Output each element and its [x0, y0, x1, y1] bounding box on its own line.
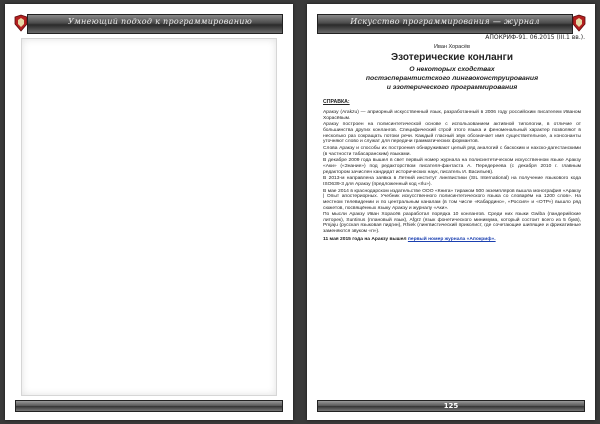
paragraph: В декабре 2009 года вышел в свет первый номер журнала на полисинтетическом искусственном языке Аракзу «Аки» («Знание») под редакторством писателя-фантаста А. Передереева (с декабря 2010 г. главным редактором зачислен кандидат исторических наук, писатель И. Васильев).: [323, 158, 581, 175]
right-page: [307, 4, 595, 420]
issue-line: АПОКРИФ-91. 06.2015 (III.1 вв.).: [485, 34, 585, 41]
right-header-text: Искусство программирования — журнал: [350, 17, 540, 26]
article-body: [323, 110, 581, 235]
right-footer-bar: [317, 400, 585, 412]
subtitle-line: и эзотерического программирования: [386, 84, 518, 91]
article-author: Иван Хорасёв: [434, 44, 470, 50]
paragraph: В 2013-м направлена заявка в Летний институт лингвистики (SIL International) на получение языкового кода ISO639-3 для Аракзу (предложенный код «rlu»).: [323, 176, 581, 187]
left-blank-panel: [21, 38, 277, 396]
paragraph: В мае 2014 в краснодарском издательстве ООО «Книга» тиражом 500 экземпляров вышла монография «Аракзу | Опыт апостериорных. Учебник искусственного полисинтетического языка со словарём на 1200 слов». На местном телевидении и по центральным каналам (в том числе «Кабардино», «Россия» и «ОТР») вышло ряд сюжетов, посвящённых языку Аракзу и журналу «Аки».: [323, 188, 581, 211]
article: [323, 44, 581, 242]
article-subtitle: [323, 65, 581, 92]
article-title: Эзотерические конланги: [391, 52, 513, 63]
left-header-text: Умнеющий подход к программированию: [68, 17, 253, 26]
closing-line-text: 11 мая 2015 года на Аракзу вышел: [323, 236, 407, 242]
paragraph: Аракзу построен на полисинтетической основе с использованием активной типологии, в отличие от большинства других конлангов. Специфический строй этого языка и феноменальный характер позволяют в несколько раз сокращать потоки речи. Каждый гласный звук обозначает имя существительное, а консонанты уточняют слово и служат для передачи грамматических формантов.: [323, 122, 581, 145]
right-header-bar: [317, 14, 573, 34]
section-label: СПРАВКА:: [323, 99, 350, 105]
subtitle-line: О некоторых сходствах: [409, 66, 495, 73]
closing-line: [323, 237, 581, 242]
left-header-bar: [27, 14, 283, 34]
red-emblem-icon: [571, 14, 587, 32]
left-page: [5, 4, 293, 420]
paragraph: Слова Аракзу и способы их построения обнаруживают целый ряд аналогий с баскским и нахско-дагестанскими (в частности табасаранским) языками.: [323, 145, 581, 157]
paragraph: Аракзу (Arakzu) — априорный искусственный язык, разработанный в 2006 году российским писателем Иваном Хорасёвым.: [323, 110, 581, 121]
page-number: 125: [443, 402, 459, 410]
left-footer-bar: [15, 400, 283, 412]
subtitle-line: постэсперантистского лингвоконструирования: [365, 75, 539, 82]
journal-link[interactable]: первый номер журнала «Апокриф».: [407, 236, 496, 242]
paragraph: По мысли Аракзу Иван Хорасёв разработал порядка 10 конлангов. Среди них языки Gwiba (пандерийские литорек), Suntinus (плановый язык), Afgrz (язык фонетического минимума, который состоит всего из 5 букв), Pmjaju (русская языковая пидгин), Rhiek (лингвистический приколист, где сочетающие шипящие и фрикативные заменяются звуком «п»).: [323, 212, 581, 235]
